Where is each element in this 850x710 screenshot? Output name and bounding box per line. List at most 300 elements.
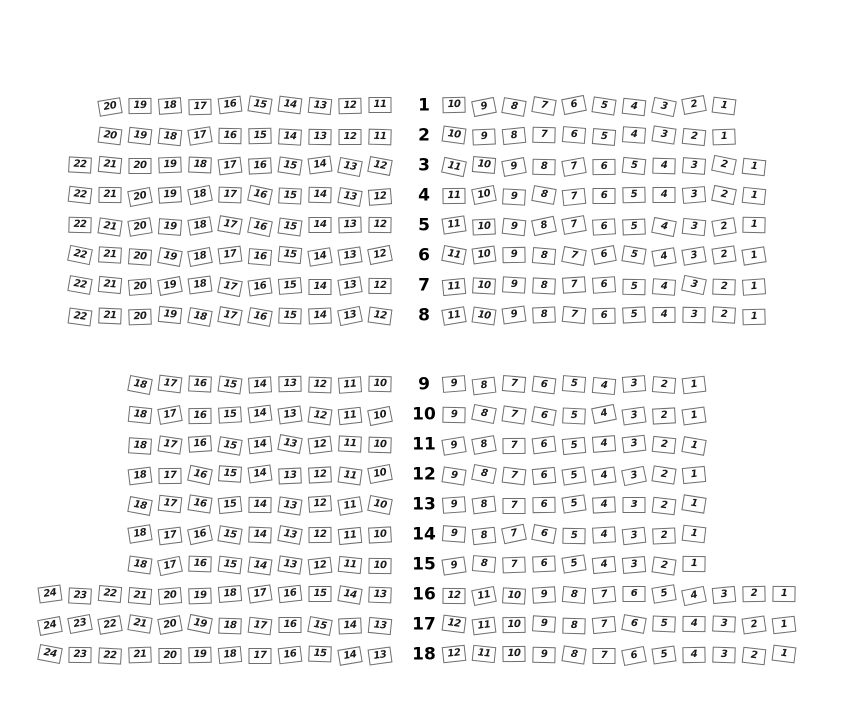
- seat[interactable]: [472, 496, 497, 515]
- seat[interactable]: [562, 188, 587, 206]
- seat[interactable]: [532, 586, 556, 603]
- seat[interactable]: [338, 618, 362, 635]
- seat[interactable]: [158, 186, 182, 203]
- seat[interactable]: [622, 375, 646, 393]
- seat[interactable]: [472, 645, 497, 663]
- seat[interactable]: [712, 586, 736, 604]
- seat[interactable]: [278, 246, 302, 264]
- seat[interactable]: [308, 466, 332, 483]
- seat[interactable]: [97, 615, 122, 635]
- seat[interactable]: [218, 407, 242, 424]
- seat[interactable]: [502, 306, 527, 325]
- seat[interactable]: [308, 129, 331, 145]
- seat[interactable]: [128, 249, 152, 267]
- seat[interactable]: [772, 616, 797, 635]
- seat[interactable]: [742, 586, 765, 602]
- seat[interactable]: [308, 495, 332, 513]
- seat[interactable]: [127, 217, 152, 237]
- seat[interactable]: [472, 129, 496, 146]
- seat[interactable]: [247, 96, 272, 115]
- seat[interactable]: [68, 587, 92, 604]
- seat[interactable]: [471, 307, 496, 326]
- seat[interactable]: [187, 307, 212, 327]
- seat[interactable]: [188, 408, 211, 424]
- seat[interactable]: [532, 496, 555, 512]
- seat[interactable]: [742, 278, 766, 296]
- seat[interactable]: [711, 218, 736, 238]
- seat[interactable]: [592, 128, 616, 146]
- seat[interactable]: [218, 617, 242, 634]
- seat[interactable]: [471, 404, 497, 424]
- seat[interactable]: [682, 218, 707, 236]
- seat[interactable]: [338, 216, 361, 233]
- seat[interactable]: [621, 614, 646, 634]
- seat[interactable]: [472, 156, 496, 174]
- seat[interactable]: [337, 157, 363, 177]
- seat[interactable]: [277, 434, 303, 454]
- seat[interactable]: [277, 525, 302, 545]
- seat[interactable]: [772, 586, 795, 602]
- seat[interactable]: [442, 525, 466, 543]
- seat[interactable]: [367, 156, 393, 176]
- seat[interactable]: [98, 585, 122, 603]
- seat[interactable]: [682, 187, 706, 205]
- seat[interactable]: [471, 586, 497, 606]
- seat[interactable]: [501, 405, 526, 424]
- seat[interactable]: [591, 246, 617, 266]
- seat[interactable]: [622, 186, 645, 203]
- seat[interactable]: [128, 278, 152, 296]
- seat[interactable]: [442, 278, 466, 296]
- seat[interactable]: [442, 588, 465, 604]
- seat[interactable]: [502, 617, 525, 633]
- seat[interactable]: [681, 494, 706, 513]
- seat[interactable]: [472, 377, 497, 396]
- seat[interactable]: [592, 586, 616, 604]
- seat[interactable]: [188, 556, 212, 573]
- seat[interactable]: [158, 127, 183, 145]
- seat[interactable]: [308, 376, 332, 393]
- seat[interactable]: [501, 524, 527, 544]
- seat[interactable]: [338, 407, 363, 426]
- seat[interactable]: [592, 435, 616, 453]
- seat[interactable]: [367, 406, 393, 426]
- seat[interactable]: [532, 159, 555, 176]
- seat[interactable]: [442, 496, 466, 514]
- seat[interactable]: [591, 404, 617, 424]
- seat[interactable]: [278, 646, 303, 665]
- seat[interactable]: [98, 156, 122, 174]
- seat[interactable]: [217, 436, 242, 456]
- seat[interactable]: [128, 647, 152, 664]
- seat[interactable]: [681, 275, 707, 295]
- seat[interactable]: [368, 306, 393, 325]
- seat[interactable]: [532, 306, 556, 323]
- seat[interactable]: [442, 407, 465, 423]
- seat[interactable]: [248, 277, 273, 296]
- seat[interactable]: [338, 527, 362, 545]
- seat[interactable]: [188, 435, 212, 452]
- seat[interactable]: [621, 466, 647, 486]
- seat[interactable]: [368, 189, 392, 207]
- seat[interactable]: [127, 525, 152, 544]
- seat[interactable]: [622, 219, 646, 236]
- seat[interactable]: [682, 128, 707, 146]
- seat[interactable]: [562, 277, 586, 294]
- seat[interactable]: [308, 436, 333, 455]
- seat[interactable]: [531, 215, 557, 235]
- seat[interactable]: [187, 247, 213, 267]
- seat[interactable]: [248, 376, 272, 393]
- seat[interactable]: [158, 375, 183, 394]
- seat[interactable]: [367, 464, 393, 484]
- seat[interactable]: [561, 495, 586, 514]
- seat[interactable]: [652, 187, 675, 203]
- seat[interactable]: [218, 187, 242, 204]
- seat[interactable]: [158, 306, 182, 324]
- seat[interactable]: [128, 309, 152, 326]
- seat[interactable]: [218, 646, 242, 664]
- seat[interactable]: [67, 614, 93, 634]
- seat[interactable]: [591, 466, 616, 485]
- seat[interactable]: [441, 157, 467, 177]
- seat[interactable]: [277, 556, 302, 575]
- seat[interactable]: [308, 307, 332, 324]
- seat[interactable]: [337, 496, 362, 516]
- seat[interactable]: [471, 464, 497, 484]
- seat[interactable]: [188, 275, 213, 294]
- seat[interactable]: [711, 184, 737, 204]
- seat[interactable]: [652, 278, 676, 296]
- seat[interactable]: [622, 126, 646, 144]
- seat[interactable]: [278, 128, 302, 145]
- seat[interactable]: [248, 157, 272, 174]
- seat[interactable]: [741, 616, 766, 635]
- seat[interactable]: [217, 276, 243, 296]
- seat[interactable]: [217, 215, 242, 235]
- seat[interactable]: [561, 645, 586, 664]
- seat[interactable]: [278, 217, 303, 236]
- seat[interactable]: [532, 556, 556, 573]
- seat[interactable]: [247, 307, 272, 327]
- seat[interactable]: [592, 497, 616, 514]
- seat[interactable]: [307, 616, 332, 636]
- seat[interactable]: [531, 185, 556, 205]
- seat[interactable]: [712, 616, 736, 633]
- seat[interactable]: [308, 646, 332, 663]
- seat[interactable]: [368, 278, 391, 294]
- seat[interactable]: [532, 127, 555, 144]
- seat[interactable]: [501, 97, 526, 117]
- seat[interactable]: [531, 524, 557, 544]
- seat[interactable]: [308, 406, 333, 425]
- seat[interactable]: [217, 525, 242, 544]
- seat[interactable]: [248, 465, 273, 484]
- seat[interactable]: [681, 436, 706, 456]
- seat[interactable]: [127, 614, 152, 634]
- seat[interactable]: [368, 376, 391, 392]
- seat[interactable]: [248, 405, 273, 424]
- seat[interactable]: [188, 376, 212, 393]
- seat[interactable]: [218, 246, 243, 265]
- seat[interactable]: [188, 98, 211, 114]
- seat[interactable]: [652, 307, 675, 323]
- seat[interactable]: [188, 588, 212, 605]
- seat[interactable]: [308, 279, 331, 295]
- seat[interactable]: [742, 217, 765, 233]
- seat[interactable]: [339, 129, 362, 145]
- seat[interactable]: [472, 219, 496, 236]
- seat[interactable]: [652, 158, 675, 175]
- seat[interactable]: [98, 648, 122, 665]
- seat[interactable]: [157, 247, 183, 267]
- seat[interactable]: [338, 98, 361, 115]
- seat[interactable]: [98, 275, 122, 293]
- seat[interactable]: [248, 128, 271, 145]
- seat[interactable]: [502, 467, 527, 486]
- seat[interactable]: [338, 436, 362, 453]
- seat[interactable]: [338, 467, 363, 486]
- seat[interactable]: [97, 97, 122, 117]
- seat[interactable]: [742, 158, 767, 176]
- seat[interactable]: [622, 527, 647, 545]
- seat[interactable]: [218, 157, 243, 176]
- seat[interactable]: [712, 96, 737, 115]
- seat[interactable]: [128, 437, 152, 454]
- seat[interactable]: [682, 556, 705, 572]
- seat[interactable]: [622, 435, 647, 454]
- seat[interactable]: [157, 615, 182, 635]
- seat[interactable]: [741, 246, 766, 265]
- seat[interactable]: [308, 586, 331, 602]
- seat[interactable]: [218, 495, 243, 513]
- seat[interactable]: [68, 646, 91, 662]
- seat[interactable]: [441, 215, 466, 234]
- seat[interactable]: [127, 496, 153, 516]
- seat[interactable]: [368, 526, 392, 543]
- seat[interactable]: [68, 157, 92, 174]
- seat[interactable]: [532, 646, 555, 663]
- seat[interactable]: [337, 646, 362, 666]
- seat[interactable]: [337, 276, 362, 296]
- seat[interactable]: [368, 587, 392, 604]
- seat[interactable]: [337, 187, 362, 207]
- seat[interactable]: [561, 246, 587, 266]
- seat[interactable]: [278, 375, 301, 391]
- seat[interactable]: [248, 496, 271, 512]
- seat[interactable]: [561, 157, 586, 177]
- seat[interactable]: [187, 495, 212, 514]
- seat[interactable]: [308, 557, 333, 576]
- seat[interactable]: [651, 645, 676, 664]
- seat[interactable]: [248, 556, 273, 575]
- seat[interactable]: [278, 585, 303, 603]
- seat[interactable]: [367, 495, 393, 515]
- seat[interactable]: [441, 245, 467, 265]
- seat[interactable]: [651, 584, 676, 603]
- seat[interactable]: [592, 648, 615, 664]
- seat[interactable]: [652, 407, 676, 424]
- seat[interactable]: [248, 436, 273, 454]
- seat[interactable]: [307, 247, 332, 267]
- seat[interactable]: [562, 437, 586, 455]
- seat[interactable]: [472, 617, 497, 636]
- seat[interactable]: [712, 129, 736, 146]
- seat[interactable]: [682, 525, 707, 544]
- seat[interactable]: [158, 588, 182, 606]
- seat[interactable]: [278, 467, 302, 484]
- seat[interactable]: [651, 97, 677, 117]
- seat[interactable]: [187, 464, 213, 484]
- seat[interactable]: [337, 306, 363, 326]
- seat[interactable]: [472, 526, 497, 544]
- seat[interactable]: [442, 375, 466, 393]
- seat[interactable]: [158, 156, 182, 173]
- seat[interactable]: [502, 188, 526, 205]
- seat[interactable]: [218, 585, 242, 603]
- seat[interactable]: [187, 126, 212, 145]
- seat[interactable]: [308, 526, 331, 542]
- seat[interactable]: [472, 246, 497, 265]
- seat[interactable]: [651, 466, 676, 485]
- seat[interactable]: [67, 245, 93, 265]
- seat[interactable]: [682, 616, 705, 632]
- seat[interactable]: [742, 646, 767, 665]
- seat[interactable]: [562, 586, 586, 604]
- seat[interactable]: [681, 95, 707, 115]
- seat[interactable]: [98, 246, 122, 263]
- seat[interactable]: [158, 648, 181, 664]
- seat[interactable]: [532, 278, 556, 295]
- seat[interactable]: [622, 279, 645, 295]
- seat[interactable]: [622, 556, 646, 574]
- seat[interactable]: [502, 438, 525, 454]
- seat[interactable]: [681, 585, 707, 605]
- seat[interactable]: [218, 466, 242, 483]
- seat[interactable]: [502, 247, 525, 263]
- seat[interactable]: [622, 306, 646, 323]
- seat[interactable]: [337, 585, 362, 605]
- seat[interactable]: [247, 185, 273, 205]
- seat[interactable]: [98, 127, 123, 146]
- seat[interactable]: [502, 127, 527, 145]
- seat[interactable]: [742, 308, 765, 325]
- seat[interactable]: [471, 435, 496, 455]
- seat[interactable]: [532, 247, 556, 265]
- seat[interactable]: [442, 645, 467, 663]
- seat[interactable]: [128, 126, 153, 145]
- seat[interactable]: [502, 645, 525, 661]
- seat[interactable]: [157, 405, 182, 425]
- seat[interactable]: [368, 617, 392, 635]
- seat[interactable]: [682, 157, 706, 175]
- seat[interactable]: [68, 308, 93, 327]
- seat[interactable]: [157, 556, 183, 576]
- seat[interactable]: [501, 157, 527, 177]
- seat[interactable]: [562, 528, 585, 544]
- seat[interactable]: [217, 306, 242, 326]
- seat[interactable]: [127, 375, 153, 395]
- seat[interactable]: [441, 556, 466, 575]
- seat[interactable]: [561, 554, 586, 573]
- seat[interactable]: [368, 647, 393, 666]
- seat[interactable]: [37, 616, 63, 636]
- seat[interactable]: [592, 188, 615, 204]
- seat[interactable]: [651, 247, 676, 267]
- seat[interactable]: [652, 376, 676, 394]
- seat[interactable]: [441, 436, 466, 455]
- seat[interactable]: [128, 587, 152, 605]
- seat[interactable]: [442, 615, 467, 634]
- seat[interactable]: [651, 217, 677, 237]
- seat[interactable]: [441, 466, 466, 485]
- seat[interactable]: [651, 557, 676, 576]
- seat[interactable]: [592, 276, 616, 294]
- seat[interactable]: [128, 158, 151, 174]
- seat[interactable]: [277, 496, 302, 515]
- seat[interactable]: [562, 407, 586, 424]
- seat[interactable]: [368, 217, 391, 233]
- seat[interactable]: [592, 159, 615, 175]
- seat[interactable]: [98, 187, 121, 203]
- seat[interactable]: [128, 466, 153, 485]
- seat[interactable]: [278, 187, 302, 204]
- seat[interactable]: [128, 556, 153, 575]
- seat[interactable]: [278, 406, 303, 425]
- seat[interactable]: [532, 376, 557, 395]
- seat[interactable]: [307, 155, 332, 174]
- seat[interactable]: [158, 218, 182, 236]
- seat[interactable]: [309, 217, 332, 233]
- seat[interactable]: [368, 129, 391, 146]
- seat[interactable]: [98, 308, 122, 325]
- seat[interactable]: [562, 375, 586, 393]
- seat[interactable]: [187, 525, 213, 545]
- seat[interactable]: [591, 97, 616, 116]
- seat[interactable]: [67, 275, 92, 295]
- seat[interactable]: [442, 96, 465, 112]
- seat[interactable]: [681, 407, 706, 426]
- seat[interactable]: [561, 466, 586, 485]
- seat[interactable]: [682, 375, 707, 394]
- seat[interactable]: [278, 96, 303, 115]
- seat[interactable]: [368, 558, 391, 574]
- seat[interactable]: [248, 248, 272, 266]
- seat[interactable]: [502, 375, 526, 393]
- seat[interactable]: [531, 96, 556, 116]
- seat[interactable]: [742, 187, 767, 205]
- seat[interactable]: [652, 497, 677, 516]
- seat[interactable]: [532, 466, 556, 484]
- seat[interactable]: [711, 246, 736, 265]
- seat[interactable]: [592, 616, 616, 634]
- seat[interactable]: [623, 497, 646, 513]
- seat[interactable]: [622, 98, 647, 117]
- seat[interactable]: [623, 586, 646, 602]
- seat[interactable]: [711, 155, 737, 175]
- seat[interactable]: [158, 467, 181, 483]
- seat[interactable]: [712, 306, 736, 323]
- seat[interactable]: [127, 187, 153, 207]
- seat[interactable]: [248, 648, 271, 664]
- seat[interactable]: [712, 279, 736, 296]
- seat[interactable]: [277, 156, 302, 175]
- seat[interactable]: [502, 277, 526, 294]
- seat[interactable]: [532, 615, 556, 632]
- seat[interactable]: [562, 126, 586, 144]
- seat[interactable]: [187, 216, 212, 236]
- seat[interactable]: [128, 406, 153, 424]
